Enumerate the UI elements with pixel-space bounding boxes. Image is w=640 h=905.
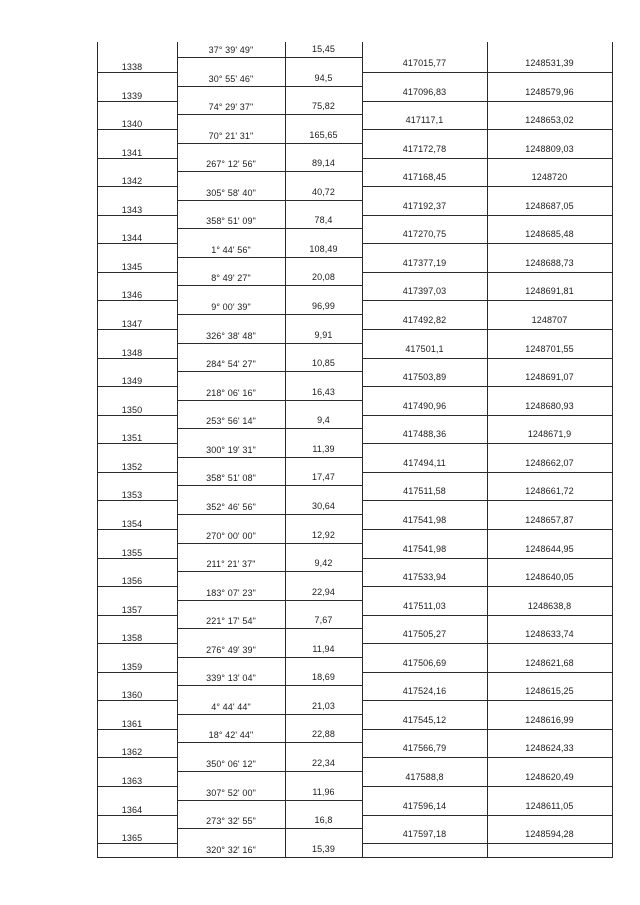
point-x-coordinate: 417117,1: [405, 115, 444, 125]
point-row-border: [362, 272, 612, 273]
point-row-border: [362, 101, 612, 102]
point-x-coordinate: 417596,14: [402, 801, 447, 811]
point-row-border: [97, 300, 177, 301]
point-y-coordinate: 1248621,68: [525, 658, 574, 668]
point-x-coordinate: 417533,94: [402, 572, 447, 582]
point-y-coordinate: 1248594,28: [525, 829, 574, 839]
point-y-coordinate: 1248644,95: [525, 544, 574, 554]
point-row-border: [97, 386, 177, 387]
point-y-coordinate: 1248720: [531, 172, 568, 182]
point-x-coordinate: 417397,03: [402, 286, 447, 296]
point-row-border: [97, 672, 177, 673]
segment-length: 40,72: [311, 187, 336, 197]
direction-angle: 253° 56' 14": [206, 416, 256, 426]
segment-length: 75,82: [311, 101, 336, 111]
direction-angle: 307° 52' 00": [206, 788, 256, 798]
point-row-border: [97, 215, 177, 216]
direction-angle: 70° 21' 31": [208, 131, 254, 141]
segment-row-border: [177, 628, 362, 629]
point-x-coordinate: 417377,19: [402, 258, 447, 268]
point-x-coordinate: 417192,37: [402, 201, 447, 211]
point-x-coordinate: 417172,78: [402, 144, 447, 154]
segment-length: 10,85: [311, 358, 336, 368]
segment-length: 89,14: [311, 158, 336, 168]
point-y-coordinate: 1248661,72: [525, 486, 574, 496]
segment-row-border: [177, 685, 362, 686]
segment-length: 22,94: [311, 587, 336, 597]
direction-angle: 8° 49' 27": [211, 273, 251, 283]
point-y-coordinate: 1248616,99: [525, 715, 574, 725]
segment-row-border: [177, 200, 362, 201]
direction-angle: 183° 07' 23": [206, 588, 256, 598]
direction-angle: 211° 21' 37": [206, 559, 256, 569]
point-row-border: [97, 500, 177, 501]
direction-angle: 358° 51' 08": [206, 473, 256, 483]
point-row-border: [362, 843, 612, 844]
point-row-border: [97, 643, 177, 644]
point-y-coordinate: 1248687,05: [525, 201, 574, 211]
point-row-border: [97, 558, 177, 559]
point-x-coordinate: 417501,1: [405, 344, 444, 354]
point-y-coordinate: 1248531,39: [525, 58, 574, 68]
point-row-border: [362, 615, 612, 616]
point-y-coordinate: 1248611,05: [525, 801, 574, 811]
point-number: 1346: [121, 290, 143, 300]
point-row-border: [97, 129, 177, 130]
segment-length: 9,42: [314, 558, 333, 568]
point-x-coordinate: 417588,8: [405, 772, 444, 782]
segment-row-border: [177, 600, 362, 601]
point-number: 1342: [121, 176, 143, 186]
segment-length: 11,94: [312, 644, 335, 654]
segment-row-border: [177, 428, 362, 429]
point-number: 1340: [121, 119, 143, 129]
direction-angle: 9° 00' 39": [211, 302, 251, 312]
segment-row-border: [177, 457, 362, 458]
segment-row-border: [177, 400, 362, 401]
point-y-coordinate: 1248653,02: [525, 115, 574, 125]
point-number: 1339: [121, 91, 143, 101]
direction-angle: 74° 29' 37": [208, 102, 254, 112]
point-y-coordinate: 1248691,07: [525, 372, 574, 382]
segment-length: 11,96: [312, 787, 335, 797]
segment-row-border: [177, 257, 362, 258]
direction-angle: 339° 13' 04": [206, 673, 256, 683]
point-y-coordinate: 1248615,25: [525, 686, 574, 696]
segment-row-border: [177, 285, 362, 286]
segment-length: 96,99: [311, 301, 336, 311]
point-row-border: [362, 586, 612, 587]
direction-angle: 326° 38' 48": [206, 331, 256, 341]
point-x-coordinate: 417503,89: [402, 372, 447, 382]
point-number: 1338: [121, 62, 143, 72]
point-number: 1362: [121, 747, 143, 757]
point-row-border: [362, 472, 612, 473]
point-x-coordinate: 417494,11: [403, 458, 446, 468]
point-row-border: [362, 558, 612, 559]
point-y-coordinate: 1248640,05: [525, 572, 574, 582]
point-y-coordinate: 1248657,87: [525, 515, 574, 525]
segment-length: 21,03: [311, 701, 336, 711]
point-number: 1365: [121, 833, 143, 843]
point-row-border: [362, 643, 612, 644]
column-divider: [97, 42, 98, 857]
point-number: 1344: [121, 233, 143, 243]
point-row-border: [362, 158, 612, 159]
point-number: 1356: [121, 576, 143, 586]
point-row-border: [97, 186, 177, 187]
point-number: 1355: [121, 548, 143, 558]
point-number: 1354: [121, 519, 143, 529]
direction-angle: 1° 44' 56": [211, 245, 251, 255]
direction-angle: 270° 00' 00": [206, 531, 256, 541]
point-y-coordinate: 1248633,74: [525, 629, 574, 639]
point-row-border: [97, 700, 177, 701]
segment-row-border: [177, 514, 362, 515]
point-x-coordinate: 417545,12: [402, 715, 447, 725]
point-x-coordinate: 417511,58: [403, 486, 446, 496]
point-number: 1351: [121, 433, 143, 443]
point-y-coordinate: 1248624,33: [525, 743, 574, 753]
direction-angle: 218° 06' 16": [206, 388, 256, 398]
segment-length: 7,67: [314, 615, 333, 625]
point-number: 1359: [121, 662, 143, 672]
point-row-border: [97, 101, 177, 102]
segment-length: 15,45: [311, 44, 336, 54]
point-row-border: [362, 729, 612, 730]
direction-angle: 30° 55' 46": [208, 74, 254, 84]
direction-angle: 352° 46' 56": [206, 502, 256, 512]
point-row-border: [97, 729, 177, 730]
segment-length: 9,4: [317, 415, 330, 425]
point-row-border: [362, 757, 612, 758]
point-y-coordinate: 1248701,55: [525, 344, 574, 354]
point-row-border: [362, 129, 612, 130]
point-number: 1358: [121, 633, 143, 643]
point-number: 1361: [121, 719, 143, 729]
point-y-coordinate: 1248638,8: [527, 601, 572, 611]
segment-row-border: [177, 114, 362, 115]
segment-length: 12,92: [311, 530, 336, 540]
segment-length: 17,47: [311, 472, 336, 482]
point-x-coordinate: 417490,96: [402, 401, 447, 411]
segment-length: 22,88: [311, 729, 336, 739]
segment-length: 18,69: [311, 672, 336, 682]
point-y-coordinate: 1248671,9: [527, 429, 572, 439]
point-x-coordinate: 417506,69: [402, 658, 447, 668]
point-row-border: [362, 72, 612, 73]
point-number: 1364: [121, 805, 143, 815]
segment-length: 20,08: [311, 272, 336, 282]
point-row-border: [97, 443, 177, 444]
segment-row-border: [177, 485, 362, 486]
point-number: 1360: [121, 690, 143, 700]
point-row-border: [362, 443, 612, 444]
point-x-coordinate: 417492,82: [402, 315, 447, 325]
direction-angle: 37° 39' 49": [208, 45, 254, 55]
point-x-coordinate: 417541,98: [402, 544, 447, 554]
point-number: 1350: [121, 405, 143, 415]
point-row-border: [362, 329, 612, 330]
segment-length: 30,64: [311, 501, 336, 511]
point-row-border: [97, 757, 177, 758]
point-row-border: [362, 243, 612, 244]
segment-length: 9,91: [314, 330, 333, 340]
point-row-border: [362, 215, 612, 216]
point-number: 1343: [121, 205, 143, 215]
segment-length: 22,34: [311, 758, 336, 768]
segment-length: 11,39: [312, 444, 335, 454]
direction-angle: 273° 32' 55": [206, 816, 256, 826]
direction-angle: 18° 42' 44": [208, 730, 254, 740]
segment-row-border: [177, 800, 362, 801]
point-row-border: [362, 186, 612, 187]
segment-row-border: [177, 171, 362, 172]
column-divider: [612, 42, 613, 857]
direction-angle: 305° 58' 40": [206, 188, 256, 198]
column-divider: [487, 42, 488, 857]
point-x-coordinate: 417488,36: [402, 429, 447, 439]
point-y-coordinate: 1248662,07: [525, 458, 574, 468]
segment-row-border: [177, 57, 362, 58]
point-row-border: [97, 358, 177, 359]
point-x-coordinate: 417015,77: [402, 58, 447, 68]
point-y-coordinate: 1248685,48: [525, 229, 574, 239]
point-row-border: [97, 815, 177, 816]
segment-length: 15,39: [311, 844, 336, 854]
table-bottom-border: [97, 857, 613, 858]
point-number: 1363: [121, 776, 143, 786]
point-number: 1353: [121, 490, 143, 500]
point-x-coordinate: 417270,75: [402, 229, 447, 239]
direction-angle: 284° 54' 27": [206, 359, 256, 369]
point-row-border: [362, 786, 612, 787]
point-row-border: [362, 700, 612, 701]
point-number: 1349: [121, 376, 143, 386]
point-number: 1352: [121, 462, 143, 472]
point-row-border: [97, 472, 177, 473]
point-row-border: [362, 815, 612, 816]
point-row-border: [97, 843, 177, 844]
segment-length: 165,65: [309, 130, 338, 140]
direction-angle: 320° 32' 16": [206, 845, 256, 855]
segment-row-border: [177, 771, 362, 772]
point-row-border: [362, 500, 612, 501]
direction-angle: 267° 12' 56": [206, 159, 256, 169]
point-row-border: [362, 672, 612, 673]
point-y-coordinate: 1248579,96: [525, 87, 574, 97]
point-row-border: [362, 415, 612, 416]
point-y-coordinate: 1248707: [531, 315, 568, 325]
point-number: 1357: [121, 605, 143, 615]
segment-length: 16,8: [314, 815, 333, 825]
segment-row-border: [177, 657, 362, 658]
point-y-coordinate: 1248688,73: [525, 258, 574, 268]
segment-length: 78,4: [314, 215, 333, 225]
point-row-border: [97, 615, 177, 616]
point-y-coordinate: 1248680,93: [525, 401, 574, 411]
segment-row-border: [177, 228, 362, 229]
point-row-border: [97, 415, 177, 416]
point-x-coordinate: 417524,16: [402, 686, 447, 696]
segment-row-border: [177, 828, 362, 829]
segment-row-border: [177, 343, 362, 344]
direction-angle: 358° 51' 09": [206, 216, 256, 226]
point-x-coordinate: 417511,03: [403, 601, 446, 611]
segment-row-border: [177, 714, 362, 715]
point-row-border: [97, 72, 177, 73]
point-x-coordinate: 417597,18: [402, 829, 447, 839]
point-number: 1345: [121, 262, 143, 272]
column-divider: [362, 42, 363, 857]
segment-row-border: [177, 86, 362, 87]
segment-length: 16,43: [311, 387, 336, 397]
point-y-coordinate: 1248809,03: [525, 144, 574, 154]
segment-length: 108,49: [309, 244, 338, 254]
segment-row-border: [177, 143, 362, 144]
direction-angle: 350° 06' 12": [206, 759, 256, 769]
direction-angle: 300° 19' 31": [206, 445, 256, 455]
point-row-border: [362, 300, 612, 301]
point-number: 1347: [121, 319, 143, 329]
point-x-coordinate: 417168,45: [402, 172, 447, 182]
segment-row-border: [177, 742, 362, 743]
point-number: 1348: [121, 348, 143, 358]
point-row-border: [97, 243, 177, 244]
point-y-coordinate: 1248691,81: [525, 286, 574, 296]
point-x-coordinate: 417505,27: [402, 629, 447, 639]
point-row-border: [97, 529, 177, 530]
segment-row-border: [177, 314, 362, 315]
segment-row-border: [177, 371, 362, 372]
segment-length: 94,5: [314, 73, 333, 83]
point-row-border: [97, 158, 177, 159]
point-x-coordinate: 417096,83: [402, 87, 447, 97]
direction-angle: 221° 17' 54": [206, 616, 256, 626]
direction-angle: 276° 49' 39": [206, 645, 256, 655]
point-row-border: [97, 586, 177, 587]
point-row-border: [97, 329, 177, 330]
segment-row-border: [177, 543, 362, 544]
point-row-border: [362, 529, 612, 530]
point-x-coordinate: 417541,98: [402, 515, 447, 525]
point-row-border: [362, 386, 612, 387]
direction-angle: 4° 44' 44": [211, 702, 251, 712]
segment-row-border: [177, 571, 362, 572]
point-row-border: [97, 786, 177, 787]
point-y-coordinate: 1248620,49: [525, 772, 574, 782]
point-row-border: [362, 358, 612, 359]
point-number: 1341: [121, 148, 143, 158]
point-row-border: [97, 272, 177, 273]
point-x-coordinate: 417566,79: [402, 743, 447, 753]
